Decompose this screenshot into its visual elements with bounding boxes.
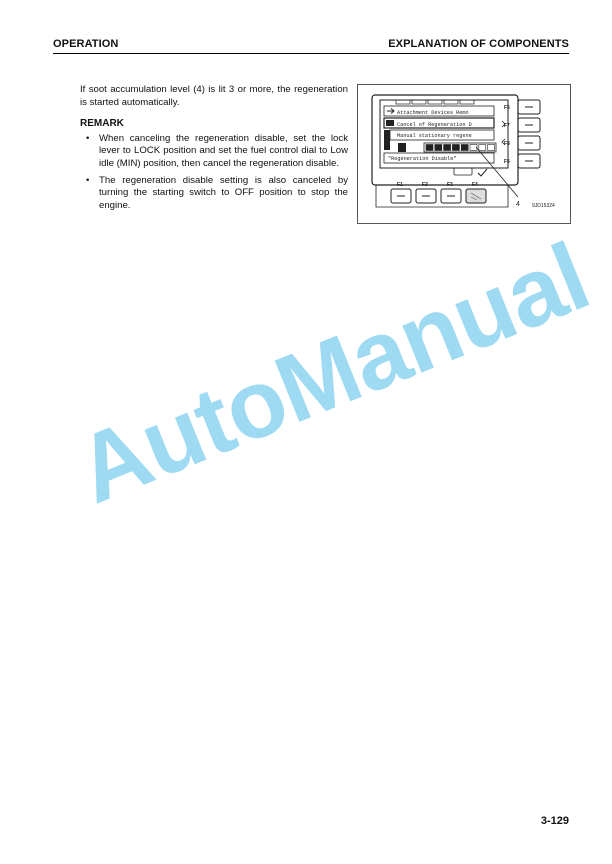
screen-tab-strip bbox=[396, 100, 474, 104]
svg-text:F4: F4 bbox=[472, 182, 478, 188]
page-number: 3-129 bbox=[540, 815, 569, 827]
svg-text:F7: F7 bbox=[504, 123, 510, 129]
side-key-f6 bbox=[504, 154, 540, 168]
check-icon bbox=[478, 169, 487, 176]
section-header-left: OPERATION bbox=[53, 38, 119, 50]
intro-paragraph: If soot accumulation level (4) is lit 3 or more, the regeneration is started automatically. bbox=[80, 84, 348, 108]
svg-text:F1: F1 bbox=[397, 182, 403, 188]
remark-item: • When canceling the regeneration disable, set the lock lever to LOCK position and set the fuel control dial to Low idle (MIN) position, then cancel the regeneration disable. bbox=[80, 133, 348, 171]
svg-text:F2: F2 bbox=[422, 182, 428, 188]
soot-level-segment bbox=[461, 145, 468, 151]
side-key-f7 bbox=[504, 118, 540, 132]
soot-level-segment bbox=[479, 145, 486, 151]
soot-level-segment bbox=[452, 145, 459, 151]
monitor-illustration bbox=[358, 85, 570, 223]
menu-item-2: Cancel of Regeneration D bbox=[397, 122, 472, 128]
soot-level-segment bbox=[426, 145, 433, 151]
body-text bbox=[80, 84, 348, 216]
soot-level-segment bbox=[444, 145, 451, 151]
menu-item-3: Manual stationary regene bbox=[397, 133, 472, 139]
remark-list bbox=[80, 133, 348, 213]
side-key-f8 bbox=[504, 136, 540, 150]
header-rule bbox=[53, 53, 569, 54]
remark-title: REMARK bbox=[80, 118, 124, 130]
soot-level-segment bbox=[435, 145, 442, 151]
figure-code: 9JD15324 bbox=[532, 203, 555, 209]
watermark: AutoManual bbox=[62, 222, 603, 525]
svg-text:F6: F6 bbox=[504, 159, 510, 165]
soot-level-segment bbox=[488, 145, 495, 151]
side-key-f5 bbox=[504, 100, 540, 114]
remark-item: • The regeneration disable setting is also canceled by turning the starting switch to OFF position to stop the engine. bbox=[80, 175, 348, 213]
status-text: "Regeneration Disable" bbox=[388, 156, 457, 162]
menu-icon bbox=[454, 168, 472, 175]
svg-text:F5: F5 bbox=[504, 105, 510, 111]
monitor-figure bbox=[357, 84, 571, 224]
svg-text:F3: F3 bbox=[447, 182, 453, 188]
section-header-right: EXPLANATION OF COMPONENTS bbox=[388, 38, 569, 50]
callout-number: 4 bbox=[516, 201, 520, 208]
menu-item-1: Attachment Devices Remo bbox=[397, 110, 469, 116]
soot-level-segments bbox=[426, 145, 495, 151]
svg-text:F8: F8 bbox=[504, 141, 510, 147]
